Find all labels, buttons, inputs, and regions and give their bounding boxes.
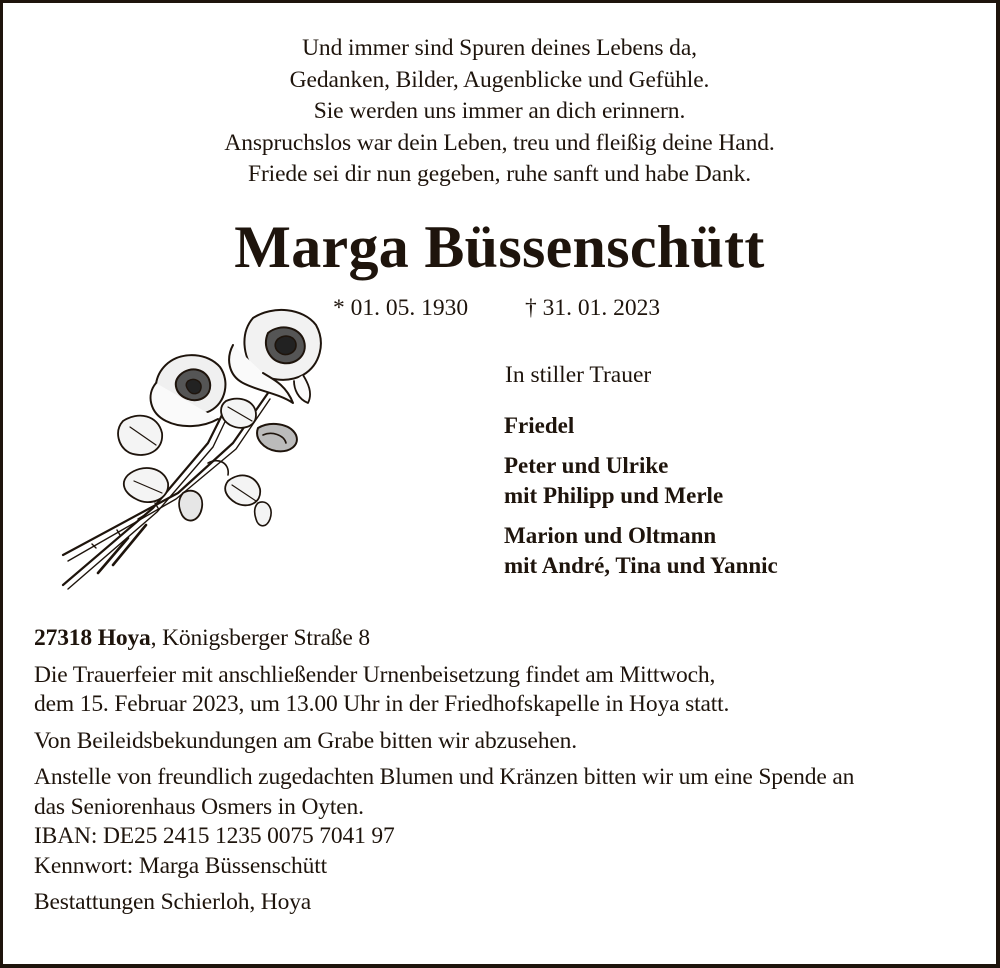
rose-illustration-icon xyxy=(58,303,328,595)
donation-notice xyxy=(34,763,984,881)
poem xyxy=(3,33,996,191)
ceremony-line: dem 15. Februar 2023, um 13.00 Uhr in der Friedhofskapelle in Hoya statt. xyxy=(34,691,730,717)
address-city: 27318 Hoya xyxy=(34,625,151,651)
ceremony-notice xyxy=(34,661,984,720)
condolences-notice xyxy=(34,727,984,757)
deceased-name: Marga Büssenschütt xyxy=(234,214,765,280)
poem-line: Gedanken, Bilder, Augenblicke und Gefühle. xyxy=(289,66,710,93)
ceremony-line: Die Trauerfeier mit anschließender Urnenbeisetzung findet am Mittwoch, xyxy=(34,661,716,688)
address-street: , Königsberger Straße 8 xyxy=(150,625,370,651)
family-member: Friedel xyxy=(504,413,575,438)
poem-line: Und immer sind Spuren deines Lebens da, xyxy=(302,35,697,61)
birth-date: * 01. 05. 1930 xyxy=(333,295,469,321)
death-date: † 31. 01. 2023 xyxy=(525,295,661,321)
family-member: mit Philipp und Merle xyxy=(504,483,724,508)
condolences-line: Von Beileidsbekundungen am Grabe bitten wir abzusehen. xyxy=(34,727,577,754)
family-member: Marion und Oltmann xyxy=(504,523,717,548)
iban: IBAN: DE25 2415 1235 0075 7041 97 xyxy=(34,823,395,849)
poem-line: Anspruchslos war dein Leben, treu und fleißig deine Hand. xyxy=(224,129,775,156)
family-list xyxy=(504,411,778,591)
address xyxy=(34,624,984,654)
undertaker xyxy=(34,888,984,918)
poem-line: Sie werden uns immer an dich erinnern. xyxy=(313,98,686,124)
donation-line: das Seniorenhaus Osmers in Oyten. xyxy=(34,793,364,820)
family-group xyxy=(504,521,778,581)
family-group xyxy=(504,411,778,441)
family-group xyxy=(504,451,778,511)
notice-text xyxy=(34,624,984,925)
poem-line: Friede sei dir nun gegeben, ruhe sanft und habe Dank. xyxy=(247,161,752,187)
donation-line: Anstelle von freundlich zugedachten Blumen und Kränzen bitten wir um eine Spende an xyxy=(34,764,855,790)
undertaker-line: Bestattungen Schierloh, Hoya xyxy=(34,889,312,915)
mourning-intro: In stiller Trauer xyxy=(505,362,652,388)
family-member: mit André, Tina und Yannic xyxy=(504,553,778,578)
family-member: Peter und Ulrike xyxy=(504,453,669,478)
donation-keyword: Kennwort: Marga Büssenschütt xyxy=(34,852,327,879)
